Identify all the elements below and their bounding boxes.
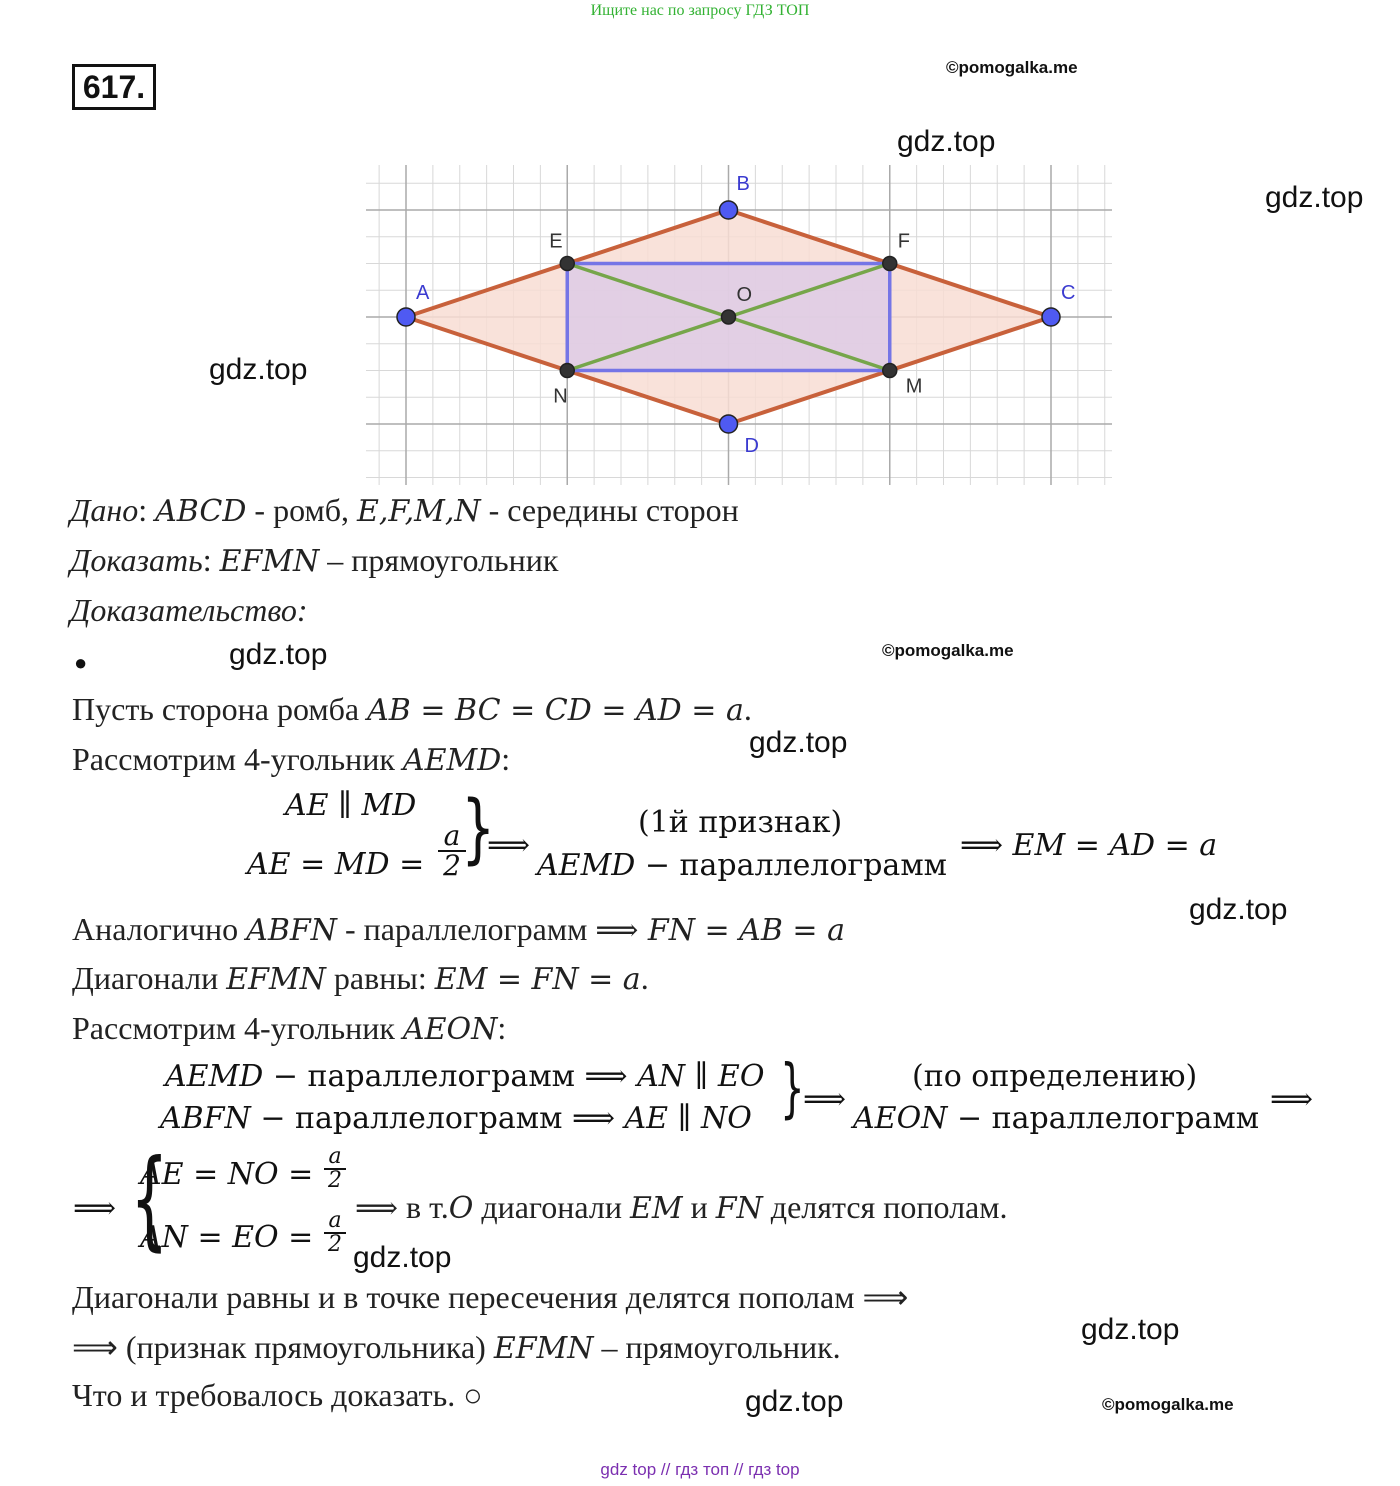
footer-links[interactable]: gdz top // гдз топ // гдз top bbox=[600, 1460, 800, 1479]
gdz-watermark: gdz.top bbox=[1265, 181, 1364, 214]
point-f bbox=[883, 257, 897, 271]
gdz-watermark: gdz.top bbox=[1081, 1313, 1180, 1346]
given-label: Дано bbox=[70, 492, 139, 528]
point-label-a: A bbox=[416, 282, 430, 304]
point-b bbox=[720, 201, 738, 219]
gdz-watermark: gdz.top bbox=[353, 1241, 452, 1274]
parallelogram-result: AEMD − параллелограмм bbox=[537, 848, 947, 883]
fraction-a-2: $\frac{a}{2}$ bbox=[324, 1146, 346, 1192]
right-brace-icon: } bbox=[461, 783, 496, 872]
gdz-watermark: gdz.top bbox=[209, 353, 308, 386]
gdz-watermark: gdz.top bbox=[745, 1385, 844, 1418]
proof-line-4: Диагонали EFMN равны: EM = FN = a. bbox=[72, 960, 649, 997]
copyright-watermark: ©pomogalka.me bbox=[1102, 1395, 1234, 1414]
point-a bbox=[397, 308, 415, 326]
em-equals-ad: ⟹ EM = AD = a bbox=[960, 828, 1218, 863]
point-label-b: B bbox=[736, 173, 750, 195]
problem-number: 617. bbox=[72, 64, 156, 110]
right-brace-icon: } bbox=[780, 1052, 805, 1126]
aeon-result: AEON − параллелограмм bbox=[853, 1101, 1260, 1136]
implies-arrow: ⟹ bbox=[487, 828, 531, 863]
proof-line-1: Пусть сторона ромба AB = BC = CD = AD = a. bbox=[72, 691, 752, 728]
system2-row2: ABFN − параллелограмм ⟹ AE ∥ NO bbox=[160, 1101, 752, 1136]
search-banner[interactable]: Ищите нас по запросу ГДЗ ТОП bbox=[590, 2, 810, 19]
criterion-note: (1й признак) bbox=[638, 805, 843, 840]
point-label-f: F bbox=[897, 230, 910, 253]
point-e bbox=[560, 257, 574, 271]
implies-arrow: ⟹ bbox=[73, 1191, 117, 1226]
implies-arrow: ⟹ bbox=[1270, 1082, 1314, 1117]
point-label-n: N bbox=[553, 385, 568, 408]
point-d bbox=[720, 415, 738, 433]
given-figure: ABCD bbox=[155, 494, 247, 529]
left-brace-icon: { bbox=[130, 1137, 169, 1262]
gdz-watermark: gdz.top bbox=[1189, 893, 1288, 926]
given-points: E,F,M,N bbox=[356, 494, 481, 529]
system1-row2: AE = MD = bbox=[247, 847, 425, 882]
point-label-d: D bbox=[744, 435, 759, 457]
gdz-watermark: gdz.top bbox=[749, 726, 848, 759]
bullet-icon: ● bbox=[74, 650, 88, 675]
given-line: Дано: ABCD - ромб, E,F,M,N - середины сторон bbox=[70, 492, 739, 529]
copyright-watermark: ©pomogalka.me bbox=[882, 641, 1014, 660]
point-m bbox=[883, 364, 897, 378]
proof-line-7: ⟹ (признак прямоугольника) EFMN – прямоугольник. bbox=[72, 1329, 841, 1366]
copyright-watermark: ©pomogalka.me bbox=[946, 58, 1078, 77]
conclusion-line: Что и требовалось доказать. ○ bbox=[72, 1377, 483, 1413]
gdz-watermark: gdz.top bbox=[229, 638, 328, 671]
system2-row1: AEMD − параллелограмм ⟹ AN ∥ EO bbox=[165, 1059, 765, 1094]
point-label-m: M bbox=[905, 375, 923, 398]
rhombus-figure bbox=[366, 165, 1112, 485]
fraction-a-2: $\frac{a}{2}$ bbox=[324, 1210, 346, 1256]
proof-line-3: Аналогично ABFN - параллелограмм ⟹ FN = AB = a bbox=[72, 911, 845, 948]
fraction-a-2: $\frac{a}{2}$ bbox=[438, 822, 466, 880]
definition-note: (по определению) bbox=[912, 1059, 1198, 1094]
point-label-c: C bbox=[1061, 282, 1076, 304]
proof-line-5: Рассмотрим 4-угольник AEON: bbox=[72, 1010, 507, 1047]
gdz-watermark: gdz.top bbox=[897, 125, 996, 158]
system3-row1: AE = NO = bbox=[140, 1157, 314, 1192]
proof-heading: Доказательство: bbox=[70, 592, 308, 628]
proof-line-2: Рассмотрим 4-угольник AEMD: bbox=[72, 741, 511, 778]
prove-label: Доказать bbox=[70, 542, 203, 578]
diagonals-bisect-line: ⟹ в т.O диагонали EM и FN делятся пополам. bbox=[355, 1189, 1008, 1226]
point-label-o: O bbox=[736, 284, 753, 306]
system1-row1: AE ∥ MD bbox=[285, 788, 417, 823]
point-n bbox=[560, 364, 574, 378]
point-c bbox=[1042, 308, 1060, 326]
system3-row2: AN = EO = bbox=[140, 1220, 314, 1255]
prove-line: Доказать: EFMN – прямоугольник bbox=[70, 542, 559, 579]
point-o bbox=[722, 310, 736, 324]
proof-line-6: Диагонали равны и в точке пересечения делятся пополам ⟹ bbox=[72, 1279, 909, 1315]
implies-arrow: ⟹ bbox=[803, 1082, 847, 1117]
prove-figure: EFMN bbox=[219, 544, 320, 579]
point-label-e: E bbox=[549, 230, 563, 253]
